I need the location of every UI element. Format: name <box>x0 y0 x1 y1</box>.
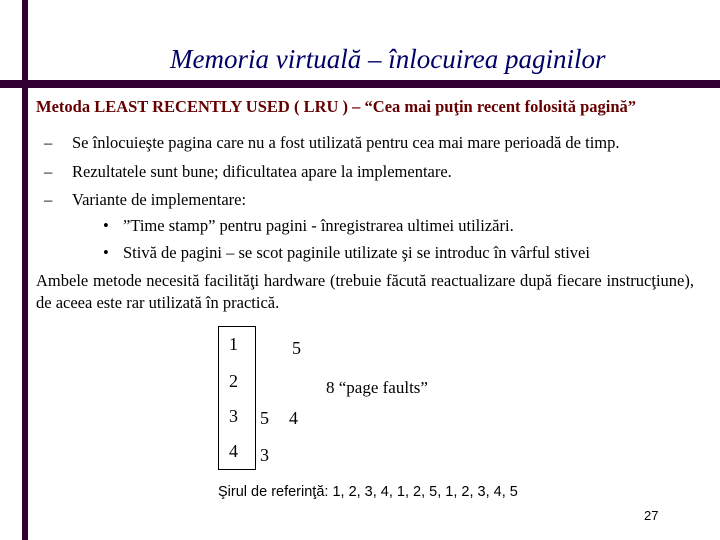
bullet-marker: • <box>103 243 109 262</box>
dash-marker: – <box>44 133 53 152</box>
dash-item-text: Variante de implementare: <box>72 190 247 209</box>
replacement-value: 5 <box>292 338 301 358</box>
dash-item-text: Se înlocuieşte pagina care nu a fost utilizată pentru cea mai mare perioadă de timp. <box>72 133 620 152</box>
page-faults-label: 8 “page faults” <box>326 378 428 397</box>
stack-cell: 3 <box>229 406 238 426</box>
bullet-item <box>103 243 590 263</box>
stack-cell: 1 <box>229 334 238 354</box>
page-number: 27 <box>644 508 659 523</box>
dash-item <box>44 133 619 153</box>
replacement-value: 3 <box>260 445 269 465</box>
stack-cell: 4 <box>229 441 238 461</box>
page-stack-box <box>218 326 256 470</box>
replacement-value: 5 <box>260 408 269 428</box>
replacement-value: 4 <box>289 408 298 428</box>
bullet-marker: • <box>103 216 109 235</box>
method-heading: Metoda LEAST RECENTLY USED ( LRU ) – “Cea mai puţin recent folosită pagină” <box>36 97 637 116</box>
dash-item-text: Rezultatele sunt bune; dificultatea apare la implementare. <box>72 162 452 181</box>
dash-marker: – <box>44 190 53 209</box>
bullet-item-text: ”Time stamp” pentru pagini - înregistrarea ultimei utilizări. <box>123 216 514 235</box>
dash-item <box>44 162 452 182</box>
slide-title: Memoria virtuală – înlocuirea paginilor <box>170 44 606 74</box>
reference-sequence: Şirul de referinţă: 1, 2, 3, 4, 1, 2, 5, 1, 2, 3, 4, 5 <box>218 484 518 500</box>
bullet-item <box>103 216 514 236</box>
bullet-item-text: Stivă de pagini – se scot paginile utilizate şi se introduc în vârful stivei <box>123 243 590 262</box>
conclusion-paragraph: Ambele metode necesită facilităţi hardware (trebuie făcută reactualizare după fiecare instrucţiune), de aceea este rar utilizată în practică. <box>36 271 694 312</box>
dash-item <box>44 190 246 210</box>
title-underline-bar <box>0 80 720 88</box>
dash-marker: – <box>44 162 53 181</box>
stack-cell: 2 <box>229 371 238 391</box>
